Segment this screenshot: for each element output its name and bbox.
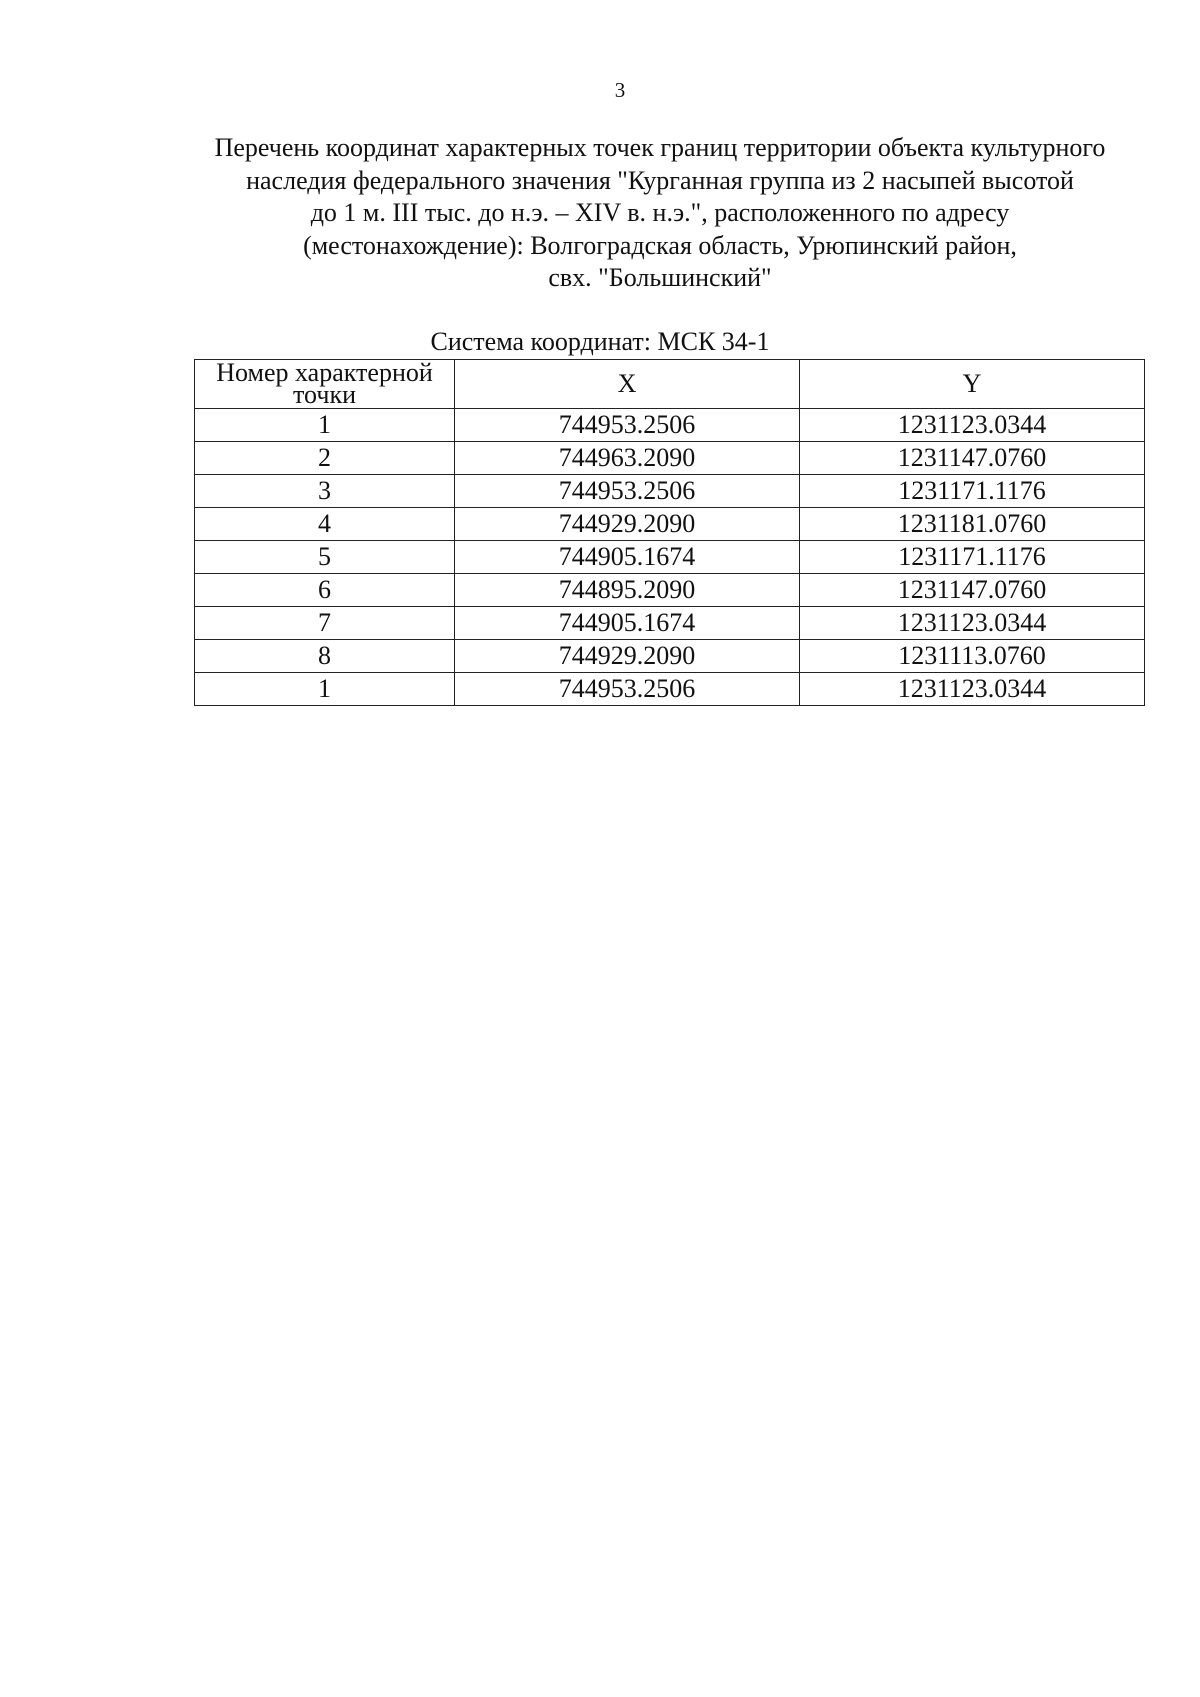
header-point-number-line2: точки [293,380,356,409]
table-row [195,640,1145,673]
table-row [195,607,1145,640]
header-point-number-line1: Номер характерной [216,358,433,387]
cell-y: 1231171.1176 [800,475,1145,508]
cell-y: 1231123.0344 [800,607,1145,640]
cell-y: 1231123.0344 [800,673,1145,706]
header-x: X [455,360,800,409]
cell-y: 1231181.0760 [800,508,1145,541]
cell-point: 1 [195,409,455,442]
cell-y: 1231171.1176 [800,541,1145,574]
cell-x: 744953.2506 [455,409,800,442]
coordinate-system-label: Система координат: МСК 34-1 [430,327,770,356]
cell-x: 744929.2090 [455,508,800,541]
coordinates-table [194,359,1145,706]
cell-point: 2 [195,442,455,475]
cell-point: 7 [195,607,455,640]
table-row [195,508,1145,541]
cell-point: 4 [195,508,455,541]
cell-x: 744905.1674 [455,541,800,574]
title-line: наследия федерального значения "Курганная группа из 2 насыпей высотой [246,165,1074,195]
document-title [160,132,1160,295]
cell-x: 744929.2090 [455,640,800,673]
title-line: Перечень координат характерных точек границ территории объекта культурного [214,133,1106,162]
cell-x: 744905.1674 [455,607,800,640]
table-row [195,475,1145,508]
table-row [195,574,1145,607]
table-row [195,673,1145,706]
cell-y: 1231123.0344 [800,409,1145,442]
table-row [195,409,1145,442]
title-line: до 1 м. III тыс. до н.э. – XIV в. н.э.", расположенного по адресу [310,198,1010,227]
cell-point: 3 [195,475,455,508]
cell-point: 5 [195,541,455,574]
page-number: 3 [614,78,626,102]
cell-x: 744953.2506 [455,475,800,508]
cell-y: 1231113.0760 [800,640,1145,673]
header-y: Y [800,360,1145,409]
table-header-row [195,360,1145,409]
cell-x: 744895.2090 [455,574,800,607]
cell-point: 6 [195,574,455,607]
cell-y: 1231147.0760 [800,574,1145,607]
table-row [195,541,1145,574]
cell-x: 744963.2090 [455,442,800,475]
cell-point: 8 [195,640,455,673]
header-point-number [195,360,455,409]
title-line: свх. "Большинский" [548,263,772,292]
cell-y: 1231147.0760 [800,442,1145,475]
title-line: (местонахождение): Волгоградская область, Урюпинский район, [303,230,1017,260]
cell-x: 744953.2506 [455,673,800,706]
cell-point: 1 [195,673,455,706]
table-row [195,442,1145,475]
